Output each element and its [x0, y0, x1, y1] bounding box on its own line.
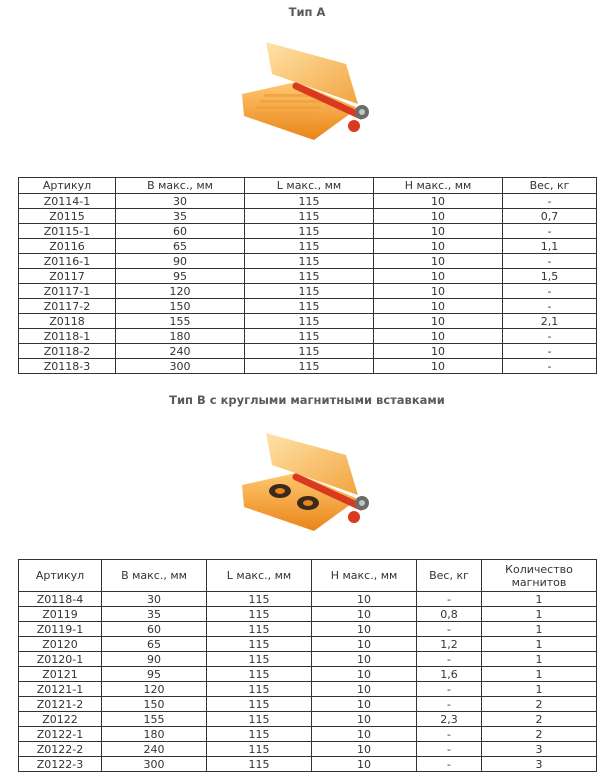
cell-magnet-count: 3	[482, 742, 597, 757]
column-header-weight: Вес, кг	[503, 178, 597, 194]
cell-article: Z0116	[19, 239, 116, 254]
cell-h-max: 10	[374, 329, 503, 344]
cell-magnet-count: 2	[482, 727, 597, 742]
cell-weight: -	[503, 329, 597, 344]
type-b-product-image	[236, 425, 384, 541]
cell-weight: -	[503, 299, 597, 314]
cell-l-max: 115	[245, 269, 374, 284]
cell-b-max: 120	[102, 682, 207, 697]
cell-h-max: 10	[312, 682, 417, 697]
cell-h-max: 10	[312, 652, 417, 667]
cell-b-max: 60	[116, 224, 245, 239]
table-row	[19, 682, 597, 697]
cell-b-max: 95	[102, 667, 207, 682]
cell-h-max: 10	[374, 194, 503, 209]
table-row	[19, 224, 597, 239]
cell-l-max: 115	[207, 757, 312, 772]
cell-article: Z0117-2	[19, 299, 116, 314]
cell-article: Z0122-2	[19, 742, 102, 757]
cell-b-max: 30	[116, 194, 245, 209]
cell-l-max: 115	[207, 697, 312, 712]
type-a-table	[18, 177, 597, 374]
cell-l-max: 115	[245, 359, 374, 374]
cell-l-max: 115	[207, 652, 312, 667]
cell-h-max: 10	[312, 727, 417, 742]
column-header-l-max: L макс., мм	[207, 560, 312, 592]
cell-weight: -	[503, 359, 597, 374]
table-row	[19, 314, 597, 329]
table-row	[19, 697, 597, 712]
cell-article: Z0115	[19, 209, 116, 224]
cell-weight: 2,1	[503, 314, 597, 329]
table-row	[19, 299, 597, 314]
cell-h-max: 10	[312, 742, 417, 757]
cell-weight: 1,5	[503, 269, 597, 284]
cell-article: Z0121	[19, 667, 102, 682]
cell-article: Z0121-2	[19, 697, 102, 712]
cell-l-max: 115	[245, 344, 374, 359]
cell-b-max: 90	[116, 254, 245, 269]
cell-article: Z0118-2	[19, 344, 116, 359]
table-row	[19, 194, 597, 209]
cell-b-max: 150	[102, 697, 207, 712]
cell-article: Z0118-4	[19, 592, 102, 607]
cell-l-max: 115	[245, 239, 374, 254]
table-row	[19, 239, 597, 254]
cell-article: Z0122-1	[19, 727, 102, 742]
cell-h-max: 10	[374, 224, 503, 239]
cell-weight: -	[417, 757, 482, 772]
cell-b-max: 120	[116, 284, 245, 299]
cell-weight: -	[503, 224, 597, 239]
cell-article: Z0121-1	[19, 682, 102, 697]
cell-l-max: 115	[207, 622, 312, 637]
table-row	[19, 209, 597, 224]
type-b-table	[18, 559, 597, 772]
cell-h-max: 10	[374, 284, 503, 299]
table-row	[19, 359, 597, 374]
table-row	[19, 757, 597, 772]
table-row	[19, 667, 597, 682]
cell-b-max: 240	[102, 742, 207, 757]
table-row	[19, 284, 597, 299]
cell-weight: -	[417, 697, 482, 712]
cell-magnet-count: 2	[482, 697, 597, 712]
cell-article: Z0120	[19, 637, 102, 652]
cell-weight: 2,3	[417, 712, 482, 727]
table-header-row	[19, 178, 597, 194]
cell-l-max: 115	[245, 329, 374, 344]
cell-weight: -	[503, 284, 597, 299]
table-header-row	[19, 560, 597, 592]
cell-article: Z0118-3	[19, 359, 116, 374]
table-row	[19, 607, 597, 622]
cell-b-max: 180	[102, 727, 207, 742]
cell-b-max: 300	[116, 359, 245, 374]
cell-article: Z0118	[19, 314, 116, 329]
cell-h-max: 10	[374, 239, 503, 254]
cell-b-max: 65	[116, 239, 245, 254]
cell-h-max: 10	[374, 254, 503, 269]
cell-magnet-count: 1	[482, 622, 597, 637]
cell-article: Z0117	[19, 269, 116, 284]
cell-b-max: 30	[102, 592, 207, 607]
cell-weight: -	[503, 254, 597, 269]
table-row	[19, 652, 597, 667]
table-row	[19, 329, 597, 344]
table-row	[19, 742, 597, 757]
table-row	[19, 592, 597, 607]
type-a-product-image	[236, 34, 384, 150]
cell-magnet-count: 1	[482, 652, 597, 667]
cell-magnet-count: 1	[482, 637, 597, 652]
cell-l-max: 115	[245, 299, 374, 314]
cell-h-max: 10	[374, 209, 503, 224]
cell-weight: -	[417, 592, 482, 607]
cell-h-max: 10	[312, 697, 417, 712]
column-header-h-max: H макс., мм	[312, 560, 417, 592]
cell-l-max: 115	[207, 592, 312, 607]
cell-h-max: 10	[312, 712, 417, 727]
cell-b-max: 300	[102, 757, 207, 772]
cell-article: Z0122	[19, 712, 102, 727]
cell-h-max: 10	[374, 314, 503, 329]
cell-l-max: 115	[245, 254, 374, 269]
cell-b-max: 95	[116, 269, 245, 284]
cell-h-max: 10	[312, 607, 417, 622]
cell-l-max: 115	[245, 224, 374, 239]
cell-l-max: 115	[207, 712, 312, 727]
cell-h-max: 10	[312, 757, 417, 772]
cell-article: Z0116-1	[19, 254, 116, 269]
cell-b-max: 150	[116, 299, 245, 314]
cell-article: Z0118-1	[19, 329, 116, 344]
cell-weight: -	[417, 682, 482, 697]
table-row	[19, 637, 597, 652]
cell-l-max: 115	[245, 284, 374, 299]
cell-magnet-count: 3	[482, 757, 597, 772]
column-header-b-max: B макс., мм	[116, 178, 245, 194]
column-header-weight: Вес, кг	[417, 560, 482, 592]
cell-weight: 1,1	[503, 239, 597, 254]
column-header-l-max: L макс., мм	[245, 178, 374, 194]
table-row	[19, 269, 597, 284]
cell-h-max: 10	[312, 667, 417, 682]
cell-l-max: 115	[207, 727, 312, 742]
type-b-title: Тип B с круглыми магнитными вставками	[169, 393, 445, 407]
cell-l-max: 115	[245, 209, 374, 224]
cell-weight: -	[503, 194, 597, 209]
cell-weight: 0,8	[417, 607, 482, 622]
type-a-title: Тип А	[288, 5, 326, 19]
table-row	[19, 254, 597, 269]
cell-b-max: 65	[102, 637, 207, 652]
cell-b-max: 240	[116, 344, 245, 359]
cell-weight: -	[417, 742, 482, 757]
cell-b-max: 35	[116, 209, 245, 224]
cell-b-max: 180	[116, 329, 245, 344]
cell-magnet-count: 2	[482, 712, 597, 727]
cell-weight: 0,7	[503, 209, 597, 224]
column-header-h-max: H макс., мм	[374, 178, 503, 194]
table-row	[19, 712, 597, 727]
cell-l-max: 115	[207, 607, 312, 622]
column-header-article: Артикул	[19, 560, 102, 592]
cell-h-max: 10	[312, 622, 417, 637]
cell-weight: -	[417, 622, 482, 637]
cell-l-max: 115	[207, 742, 312, 757]
cell-weight: -	[417, 727, 482, 742]
cell-h-max: 10	[374, 269, 503, 284]
cell-weight: -	[417, 652, 482, 667]
cell-h-max: 10	[312, 592, 417, 607]
cell-article: Z0114-1	[19, 194, 116, 209]
cell-b-max: 155	[102, 712, 207, 727]
cell-article: Z0115-1	[19, 224, 116, 239]
cell-h-max: 10	[374, 299, 503, 314]
cell-article: Z0120-1	[19, 652, 102, 667]
cell-magnet-count: 1	[482, 607, 597, 622]
table-row	[19, 622, 597, 637]
cell-magnet-count: 1	[482, 682, 597, 697]
column-header-article: Артикул	[19, 178, 116, 194]
cell-magnet-count: 1	[482, 592, 597, 607]
cell-h-max: 10	[312, 637, 417, 652]
cell-l-max: 115	[207, 667, 312, 682]
cell-b-max: 155	[116, 314, 245, 329]
column-header-b-max: B макс., мм	[102, 560, 207, 592]
cell-magnet-count: 1	[482, 667, 597, 682]
cell-article: Z0119	[19, 607, 102, 622]
column-header-magnet-count: Количество магнитов	[482, 560, 597, 592]
cell-h-max: 10	[374, 359, 503, 374]
cell-b-max: 60	[102, 622, 207, 637]
cell-b-max: 35	[102, 607, 207, 622]
table-row	[19, 344, 597, 359]
cell-article: Z0117-1	[19, 284, 116, 299]
cell-l-max: 115	[207, 682, 312, 697]
cell-weight: -	[503, 344, 597, 359]
cell-h-max: 10	[374, 344, 503, 359]
table-row	[19, 727, 597, 742]
cell-weight: 1,6	[417, 667, 482, 682]
cell-b-max: 90	[102, 652, 207, 667]
cell-l-max: 115	[245, 194, 374, 209]
cell-l-max: 115	[207, 637, 312, 652]
cell-l-max: 115	[245, 314, 374, 329]
cell-article: Z0119-1	[19, 622, 102, 637]
cell-article: Z0122-3	[19, 757, 102, 772]
cell-weight: 1,2	[417, 637, 482, 652]
